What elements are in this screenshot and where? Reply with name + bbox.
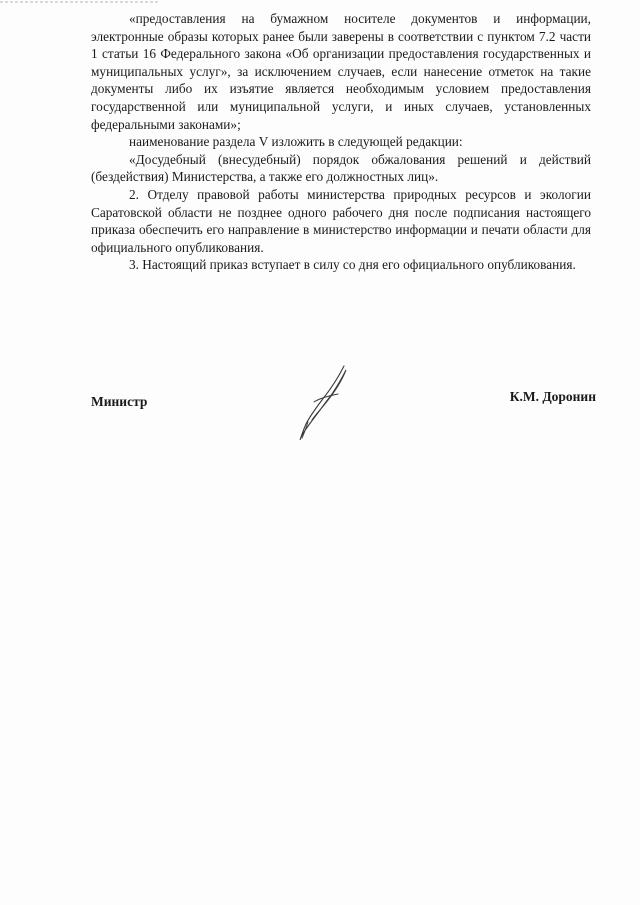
document-body xyxy=(91,10,591,274)
paragraph-item-3: 3. Настоящий приказ вступает в силу со дня его официального опубликования. xyxy=(129,257,576,273)
signatory-title: Министр xyxy=(91,394,148,409)
paragraph-electronic-images: «предоставления на бумажном носителе документов и информации, электронные образы которых ранее были заверены в соответствии с пунктом 7.2 части 1 статьи 16 Федерального закона «Об организации предоставления государственных и муниципальных услуг», за исключением случаев, если нанесение отметок на такие документы либо их изъятие является необходимым условием предоставления государственной или муниципальной услуги, и иных случаев, установленных федеральными законами»; xyxy=(91,11,591,132)
paragraph-section-v-title: «Досудебный (внесудебный) порядок обжалования решений и действий (бездействия) Министерства, а также его должностных лиц». xyxy=(91,151,591,185)
paragraph-item-2: 2. Отделу правовой работы министерства природных ресурсов и экологии Саратовской области не позднее одного рабочего дня после подписания настоящего приказа обеспечить его направление в министерство информации и печати области для официального опубликования. xyxy=(91,186,591,255)
signatory-name: К.М. Доронин xyxy=(509,389,596,404)
paragraph-section-v-rename: наименование раздела V изложить в следующей редакции: xyxy=(129,134,463,150)
handwritten-signature-icon xyxy=(286,364,366,444)
signature-block xyxy=(91,389,596,452)
scan-edge-artifact xyxy=(0,0,200,8)
